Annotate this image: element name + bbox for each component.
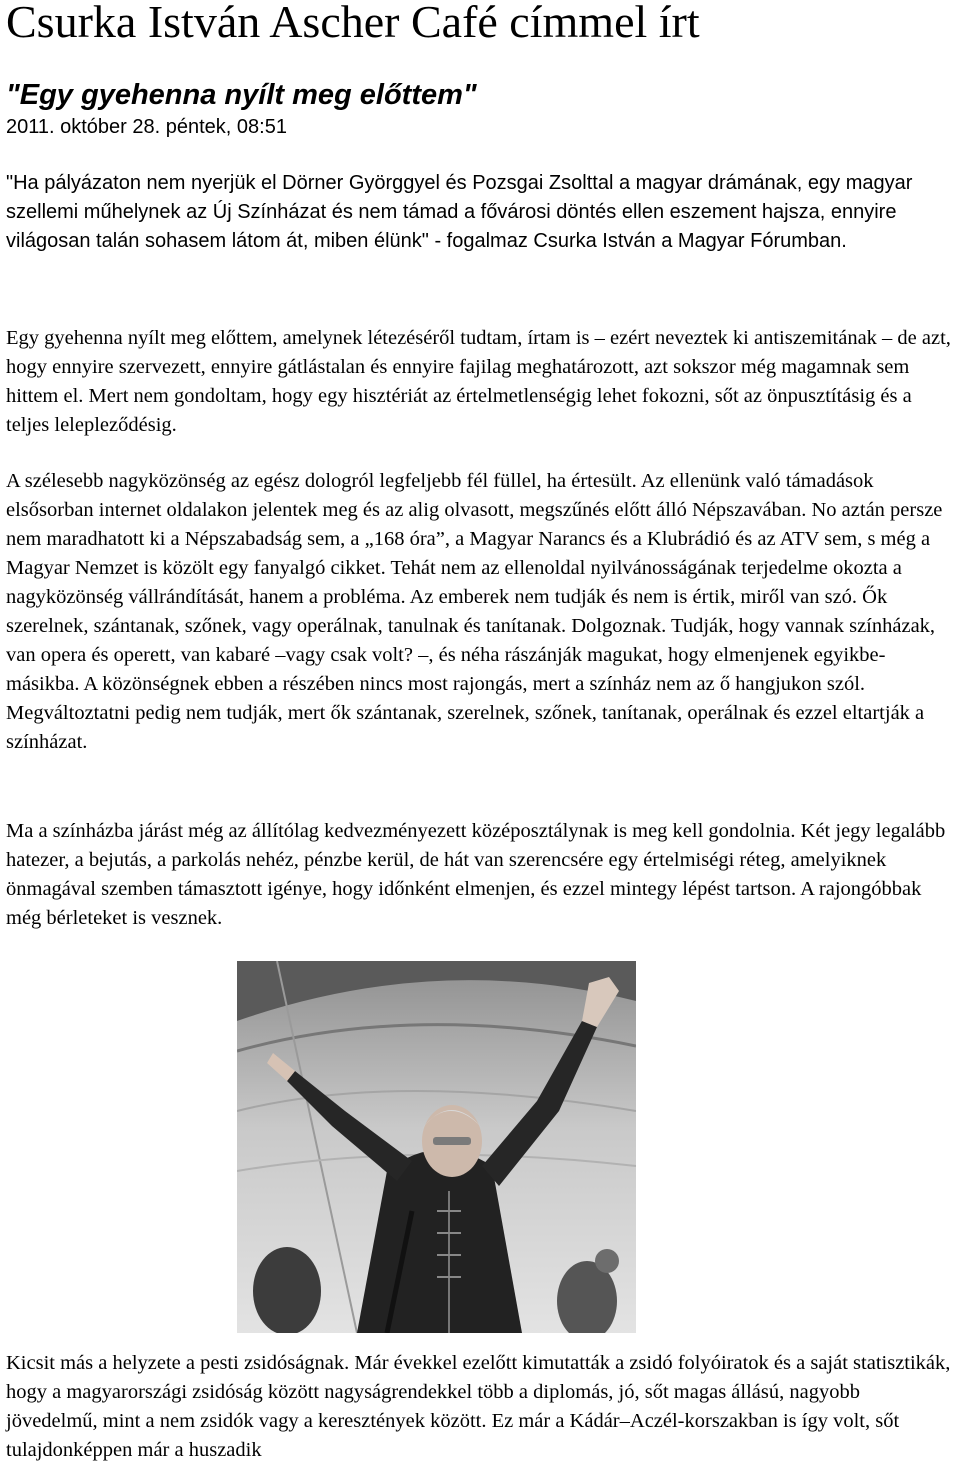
article-dateline: 2011. október 28. péntek, 08:51 [6, 116, 287, 138]
article-paragraph: Kicsit más a helyzete a pesti zsidóságnak. Már évekkel ezelőtt kimutatták a zsidó folyóiratok és a saját statisztikák, hogy a magyarországi zsidóság között nagyságrendekkel több a diplomás, jó, sőt magas állású, nagyobb jövedelmű, mint a nem zsidók vagy a keresztények között. Ez már a Kádár–Aczél-korszakban is így volt, sőt tulajdonképpen már a huszadik [6, 1352, 951, 1461]
article-lead: "Ha pályázaton nem nyerjük el Dörner Györggyel és Pozsgai Zsolttal a magyar drámának, egy magyar szellemi műhelynek az Új Színházat és nem támad a fővárosi döntés ellen eszement hajsza, ennyire világosan talán sohasem látom át, miben élünk" - fogalmaz Csurka István a Magyar Fórumban. [6, 172, 913, 252]
article-paragraph: Ma a színházba járást még az állítólag kedvezményezett középosztálynak is meg kell gondolnia. Két jegy legalább hatezer, a bejutás, a parkolás nehéz, pénzbe kerül, de hát van szerencsére egy értelmiségi réteg, amelyiknek önmagával szemben támasztott igénye, hogy időnként elmenjen, és ezzel mintegy lépést tartson. A rajongóbbak még bérleteket is vesznek. [6, 820, 946, 929]
article-subtitle: "Egy gyehenna nyílt meg előttem" [6, 79, 477, 111]
article-photo [237, 961, 636, 1333]
article-title: Csurka István Ascher Café címmel írt [6, 2, 700, 42]
photo-man-raised-arms-icon [237, 961, 636, 1333]
article-paragraph: A szélesebb nagyközönség az egész dologról legfeljebb fél füllel, ha értesült. Az ellenünk való támadások elsősorban internet oldalakon jelentek meg és az alig olvasott, megszűnés előtt álló Népszavában. No aztán persze nem maradhatott ki a Népszabadság sem, a „168 óra”, a Magyar Narancs és a Klubrádió és az ATV sem, s még a Magyar Nemzet is közölt egy fanyalgó cikket. Tehát nem az ellenoldal nyilvánosságának terjedelme okozta a nagyközönség vállrándítását, hanem a probléma. Az emberek nem tudják és nem is értik, miről van szó. Ők szerelnek, szántanak, szőnek, vagy operálnak, tanulnak és tanítanak. Dolgoznak. Tudják, hogy vannak színházak, van opera és operett, van kabaré –vagy csak volt? –, és néha rászánják magukat, hogy elmenjenek egyikbe-másikba. A közönségnek ebben a részében nincs most rajongás, mert a színház nem az ő hangjukon szól. Megváltoztatni pedig nem tudják, mert ők szántanak, szerelnek, szőnek, tanítanak, operálnak és ezzel eltartják a színházat. [6, 470, 943, 753]
article [6, 0, 954, 1461]
article-paragraph: Egy gyehenna nyílt meg előttem, amelynek létezéséről tudtam, írtam is – ezért neveztek ki antiszemitának – de azt, hogy ennyire szervezett, ennyire gátlástalan és ennyire fajilag meghatározott, azt sokszor még magamnak sem hittem el. Mert nem gondoltam, hogy egy hisztériát az értelmetlenségig lehet fokozni, sőt az önpusztításig és a teljes lelepleződésig. [6, 327, 951, 436]
